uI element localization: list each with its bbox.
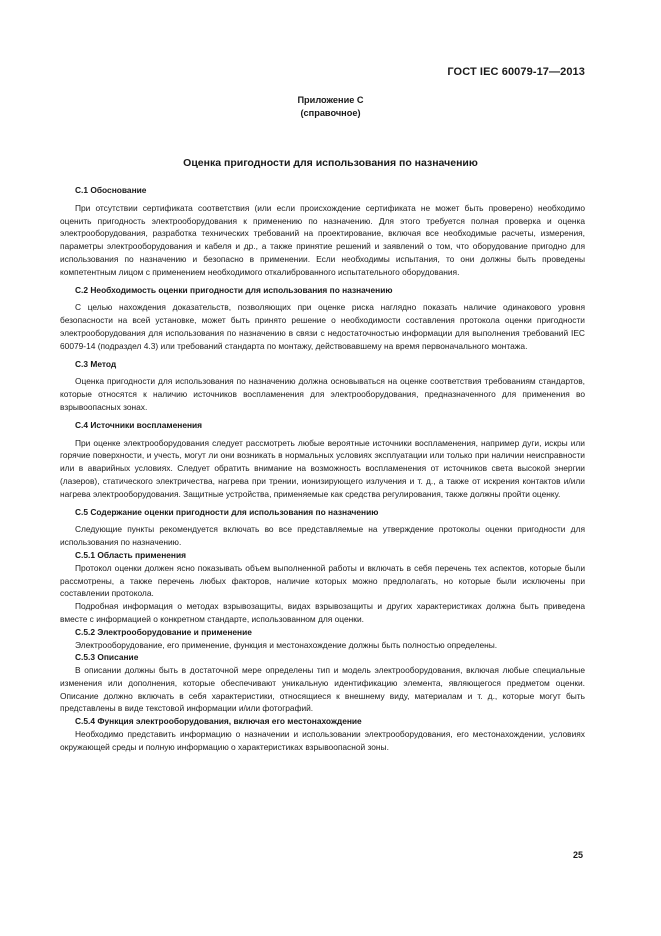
section-heading: С.2 Необходимость оценки пригодности для использования по назначению: [75, 284, 393, 295]
page-number: 25: [572, 850, 583, 860]
section-heading: С.4 Источники воспламенения: [75, 419, 203, 430]
section-heading: С.5 Содержание оценки пригодности для использования по назначению: [75, 506, 379, 517]
standard-designation: ГОСТ IEC 60079-17—2013: [447, 66, 585, 78]
paragraph: При отсутствии сертификата соответствия (или если происхождение сертификата не может быть проверено) необходимо оценить пригодность электрооборудования к применению по назначению. Для этого требуется полная проверка и оценка электрооборудования, разработка технических требований на проектирование, включая все необходимые расчеты, измерения, параметры электрооборудования и кабеля и др., а также принятие решений и заявлений о том, что оборудование пригодно для использования по назначению и безопасно в применении. Если необходимы испытания, то они должны быть проведены компетентным лицом с применением необходимого откалиброванного испытательного оборудования.: [60, 202, 585, 277]
page-title: Оценка пригодности для использования по назначению: [183, 157, 478, 169]
subsection-heading: С.5.3 Описание: [75, 652, 139, 663]
annex-subtitle: (справочное): [300, 108, 361, 118]
annex-title: Приложение С: [297, 95, 364, 105]
annex-heading: [0, 94, 661, 120]
paragraph: С целью нахождения доказательств, позволяющих при оценке риска наглядно показать наличие одинакового уровня безопасности на всей установке, может быть принято решение о необходимости составления протокола оценки пригодности электрооборудования для использования по назначению в связи с недостаточностью информации для выполнения требований IEC 60079-14 (подраздел 4.3) или требований стандарта по монтажу, действовавшему на время первоначального монтажа.: [60, 302, 585, 351]
document-body: [60, 184, 585, 754]
paragraph: Подробная информация о методах взрывозащиты, видах взрывозащиты и других характеристиках должна быть приведена вместе с информацией о конкретном стандарте, использованном для оценки.: [60, 601, 585, 624]
section-heading: С.1 Обоснование: [75, 185, 147, 195]
paragraph: Оценка пригодности для использования по назначению должна основываться на оценке соответствия требованиям стандартов, которые относятся к наличию источников воспламенения для электрооборудования, предназначенного для применения во взрывоопасных зонах.: [60, 376, 585, 412]
paragraph: Следующие пункты рекомендуется включать во все представляемые на утверждение протоколы оценки пригодности для использования по назначению.: [60, 524, 585, 548]
subsection-heading: С.5.4 Функция электрооборудования, включая его местонахождение: [75, 716, 362, 727]
section-heading: С.3 Метод: [75, 358, 117, 369]
paragraph: В описании должны быть в достаточной мере определены тип и модель электрооборудования, включая любые специальные изменения или дополнения, которые обеспечивают уникальную идентификацию элемента, являющегося предметом оценки. Описание должно включать в себя характеристики, относящиеся к внешнему виду, материалам и т. д., которые могут быть представлены в виде текстовой информации и/или фотографий.: [60, 665, 585, 714]
paragraph: Протокол оценки должен ясно показывать объем выполненной работы и включать в себя перечень тех аспектов, которые были рассмотрены, а также перечень любых факторов, наличие которых можно предполагать, но которые были исключены при составлении протокола.: [60, 562, 585, 599]
paragraph: Необходимо представить информацию о назначении и использовании электрооборудования, его местонахождении, условиях окружающей среды и полную информацию о характеристиках взрывоопасной зоны.: [60, 729, 585, 752]
subsection-heading: С.5.2 Электрооборудование и применение: [75, 626, 252, 637]
paragraph: Электрооборудование, его применение, функция и местонахождение должны быть полностью определены.: [75, 639, 498, 650]
paragraph: При оценке электрооборудования следует рассмотреть любые вероятные источники воспламенения, например дуги, искры или горячие поверхности, и учесть, могут ли они возникать в нормальных условиях эксплуатации или только при наличии неисправности или в аварийных условиях. Следует обратить внимание на возможность воспламенения от источников света высокой энергии (лазеров), статического электричества, нагрева при трении, ионизирующего излучения и т. д., а также от искрения контактов и/или нагрева электрооборудования. Защитные устройства, применяемые как средства регулирования, также должны пройти оценку.: [60, 437, 585, 499]
subsection-heading: С.5.1 Область применения: [75, 549, 187, 560]
